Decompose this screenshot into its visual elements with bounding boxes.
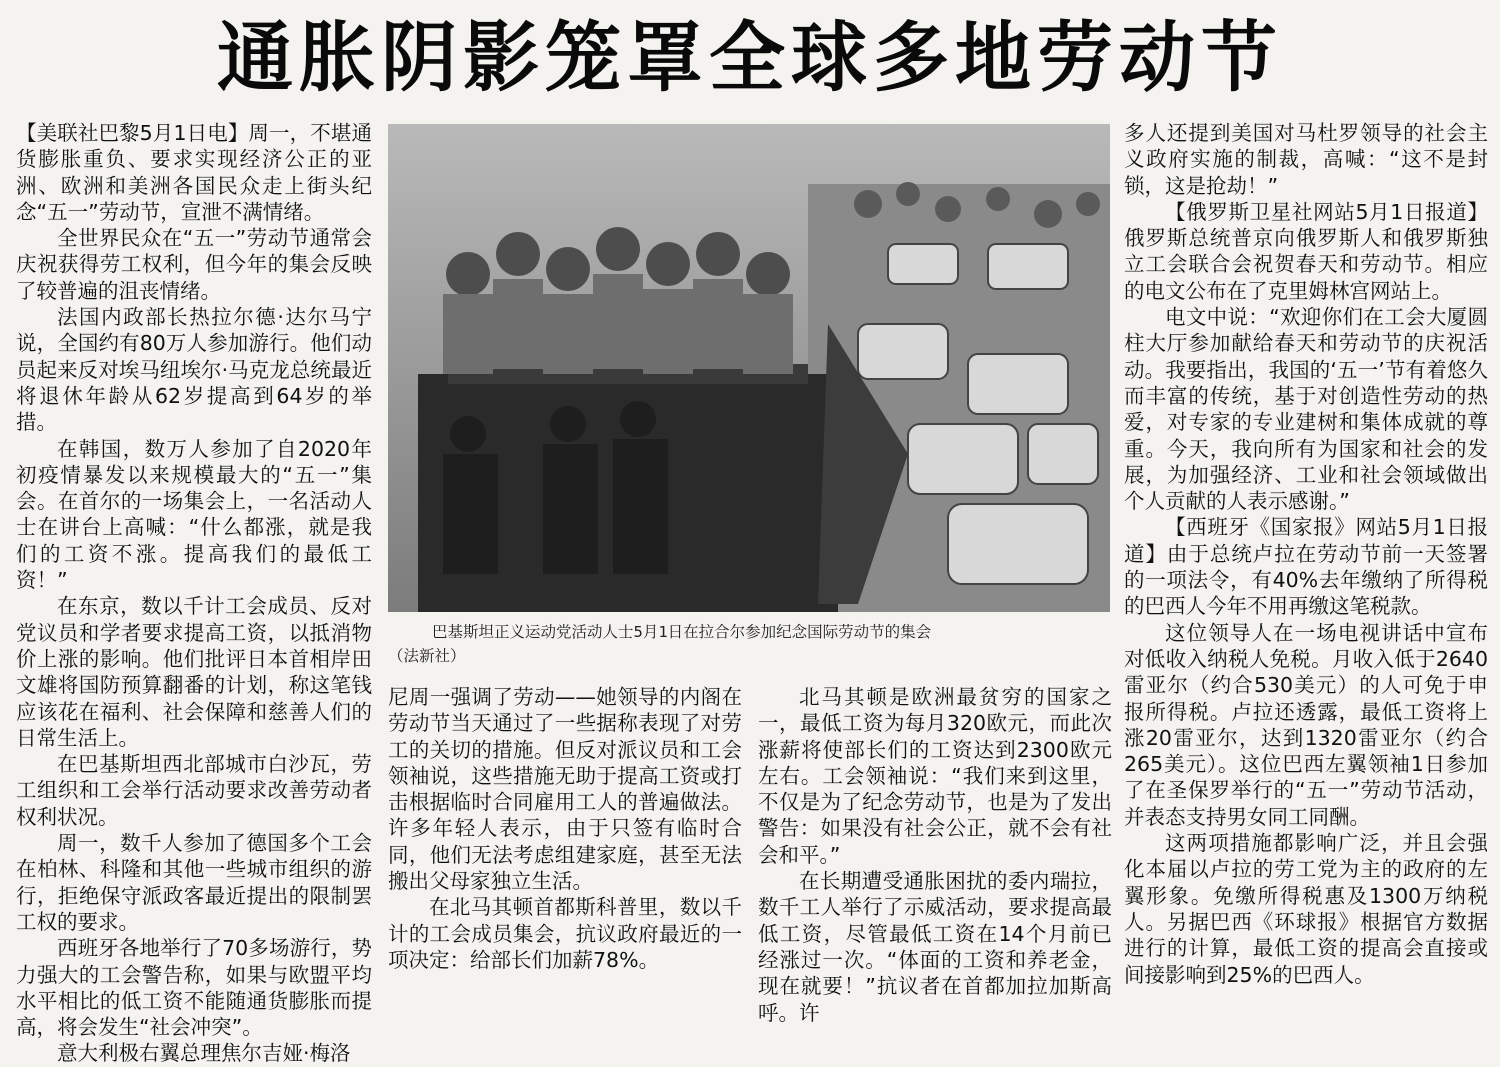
- paragraph: 在巴基斯坦西北部城市白沙瓦，劳工组织和工会举行活动要求改善劳动者权利状况。: [16, 752, 372, 829]
- paragraph: 西班牙各地举行了70多场游行，势力强大的工会警告称，如果与欧盟平均水平相比的低工资不能随通货膨胀而提高，将会发生“社会冲突”。: [16, 936, 372, 1040]
- paragraph: 法国内政部长热拉尔德·达尔马宁说，全国约有80万人参加游行。他们动员起来反对埃马纽埃尔·马克龙总统最近将退休年龄从62岁提高到64岁的举措。: [16, 305, 372, 435]
- article-column-2: [388, 684, 742, 980]
- paragraph: 尼周一强调了劳动——她领导的内阁在劳动节当天通过了一些据称表现了对劳工的关切的措施。但反对派议员和工会领袖说，这些措施无助于提高工资或打击根据临时合同雇用工人的普遍做法。许多年轻人表示，由于只签有临时合同，他们无法考虑组建家庭，甚至无法搬出父母家独立生活。: [388, 685, 742, 894]
- rally-photo-illustration: [388, 124, 1110, 612]
- article-column-4: [1124, 120, 1488, 987]
- paragraph: 【西班牙《国家报》网站5月1日报道】由于总统卢拉在劳动节前一天签署的一项法令，有40%去年缴纳了所得税的巴西人今年不用再缴这笔税款。: [1124, 515, 1488, 619]
- paragraph: 周一，数千人参加了德国多个工会在柏林、科隆和其他一些城市组织的游行，拒绝保守派政客最近提出的限制罢工权的要求。: [16, 831, 372, 934]
- paragraph: 意大利极右翼总理焦尔吉娅·梅洛: [57, 1041, 351, 1066]
- headline: 通胀阴影笼罩全球多地劳动节: [217, 13, 1283, 102]
- paragraph: 在韩国，数万人参加了自2020年初疫情暴发以来规模最大的“五一”集会。在首尔的一场集会上，一名活动人士在讲台上高喊：“什么都涨，就是我们的工资不涨。提高我们的最低工资！”: [16, 436, 372, 593]
- caption-line: 巴基斯坦正义运动党活动人士5月1日在拉合尔参加纪念国际劳动节的集会: [432, 623, 932, 641]
- paragraph: 在东京，数以千计工会成员、反对党议员和学者要求提高工资，以抵消物价上涨的影响。他们批评日本首相岸田文雄将国防预算翻番的计划，称这笔钱应该花在福利、社会保障和慈善人们的日常生活上。: [16, 594, 372, 750]
- paragraph: 电文中说：“欢迎你们在工会大厦圆柱大厅参加献给春天和劳动节的庆祝活动。我要指出，我国的‘五一’节有着悠久而丰富的传统，基于对创造性劳动的热爱，对专家的专业建树和集体成就的尊重。今天，我向所有为国家和社会的发展，为加强经济、工业和社会领域做出个人贡献的人表示感谢。”: [1124, 305, 1488, 514]
- paragraph: 在长期遭受通胀困扰的委内瑞拉，数千工人举行了示威活动，要求提高最低工资，尽管最低工资在14个月前已经涨过一次。“体面的工资和养老金，现在就要！”抗议者在首都加拉加斯高呼。许: [758, 869, 1112, 1025]
- paragraph: 在北马其顿首都斯科普里，数以千计的工会成员集会，抗议政府最近的一项决定：给部长们加薪78%。: [388, 895, 742, 972]
- photo-caption: [388, 620, 1110, 670]
- paragraph: 全世界民众在“五一”劳动节通常会庆祝获得劳工权利，但今年的集会反映了较普遍的沮丧情绪。: [16, 226, 372, 303]
- news-photo: [388, 124, 1110, 612]
- paragraph: 【俄罗斯卫星社网站5月1日报道】俄罗斯总统普京向俄罗斯人和俄罗斯独立工会联合会祝贺春天和劳动节。相应的电文公布在了克里姆林宫网站上。: [1124, 199, 1488, 303]
- article-column-1: [16, 120, 372, 1066]
- paragraph: 多人还提到美国对马杜罗领导的社会主义政府实施的制裁，高喊：“这不是封锁，这是抢劫！”: [1124, 121, 1488, 198]
- article-column-3: [758, 684, 1112, 1025]
- paragraph: 这两项措施都影响广泛，并且会强化本届以卢拉的劳工党为主的政府的左翼形象。免缴所得税惠及1300万纳税人。另据巴西《环球报》根据官方数据进行的计算，最低工资的提高会直接或间接影响到25%的巴西人。: [1124, 831, 1488, 987]
- paragraph: 【美联社巴黎5月1日电】周一，不堪通货膨胀重负、要求实现经济公正的亚洲、欧洲和美洲各国民众走上街头纪念“五一”劳动节，宣泄不满情绪。: [16, 121, 372, 224]
- paragraph: 北马其顿是欧洲最贫穷的国家之一，最低工资为每月320欧元，而此次涨薪将使部长们的工资达到2300欧元左右。工会领袖说：“我们来到这里，不仅是为了纪念劳动节，也是为了发出警告：如果没有社会公正，就不会有社会和平。”: [758, 685, 1112, 867]
- paragraph: 这位领导人在一场电视讲话中宣布对低收入纳税人免税。月收入低于2640雷亚尔（约合530美元）的人可免于申报所得税。卢拉还透露，最低工资将上涨20雷亚尔，达到1320雷亚尔（约合265美元）。这位巴西左翼领袖1日参加了在圣保罗举行的“五一”劳动节活动，并表态支持男女同工同酬。: [1124, 620, 1488, 829]
- caption-line: （法新社）: [388, 647, 466, 665]
